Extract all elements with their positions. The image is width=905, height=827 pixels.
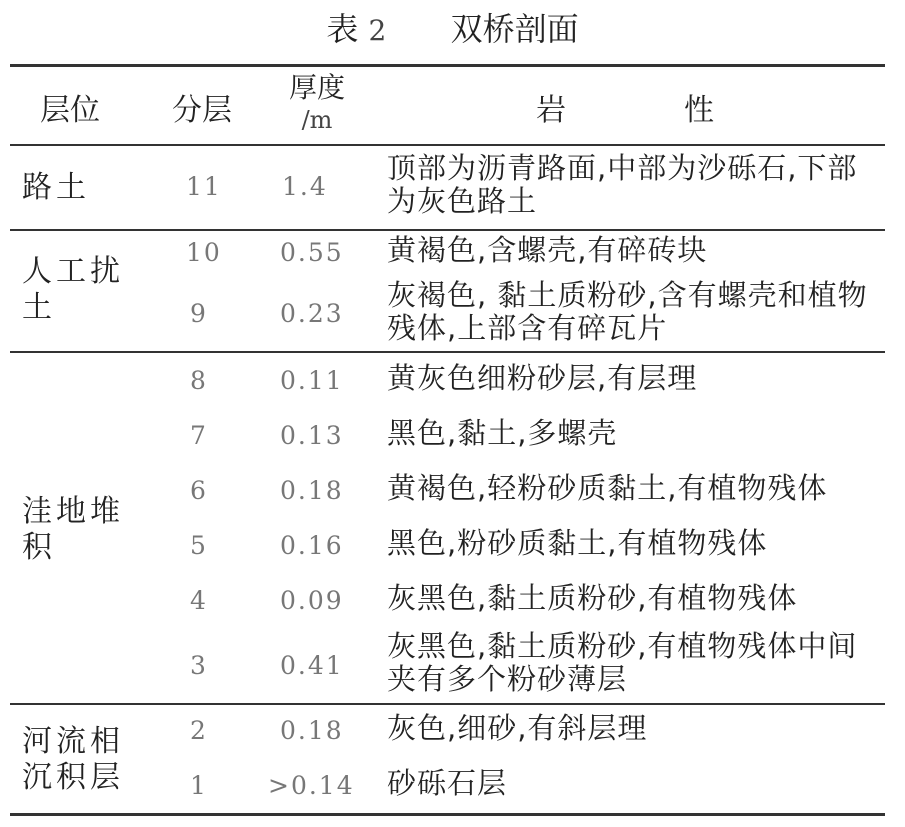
header-rule (10, 144, 885, 146)
group-divider-1 (10, 229, 885, 231)
group-label: 洼地堆积 (22, 494, 124, 565)
group-label: 路土 (22, 170, 90, 205)
lithology-text: 灰褐色, 黏土质粉砂,含有螺壳和植物残体,上部含有碎瓦片 (387, 278, 868, 345)
thickness-value: 0.18 (280, 476, 344, 505)
thickness-value: 0.23 (280, 299, 344, 328)
table-number: 2 (368, 14, 387, 47)
sublayer-number: 6 (190, 476, 208, 505)
thickness-value: 1.4 (282, 172, 328, 201)
sublayer-number: 2 (190, 716, 208, 745)
thickness-value: 0.55 (280, 238, 344, 267)
lithology-text: 砂砾石层 (387, 766, 508, 800)
lithology-text: 顶部为沥青路面,中部为沙砾石,下部为灰色路土 (387, 151, 858, 218)
header-lithology-2: 性 (684, 93, 714, 128)
header-thickness (272, 72, 362, 136)
table-name: 双桥剖面 (450, 10, 579, 48)
sublayer-number: 10 (186, 238, 222, 267)
header-thickness-name: 厚度 (288, 71, 345, 104)
sublayer-number: 9 (190, 299, 208, 328)
lithology-text: 黄褐色,含螺壳,有碎砖块 (387, 233, 708, 267)
sublayer-number: 7 (190, 421, 208, 450)
header-sublayer: 分层 (172, 93, 232, 128)
header-layer: 层位 (40, 93, 100, 128)
lithology-text: 黑色,粉砂质黏土,有植物残体 (387, 526, 768, 560)
lithology-text: 黄褐色,轻粉砂质黏土,有植物残体 (387, 471, 828, 505)
lithology-text: 灰色,细砂,有斜层理 (387, 711, 648, 745)
bottom-rule (10, 813, 885, 816)
thickness-value: 0.09 (280, 586, 344, 615)
sublayer-number: 8 (190, 366, 208, 395)
lithology-text: 灰黑色,黏土质粉砂,有植物残体中间夹有多个粉砂薄层 (387, 629, 858, 696)
header-lithology-1: 岩 (536, 93, 566, 128)
header-thickness-unit: /m (301, 106, 333, 134)
top-rule (10, 64, 885, 67)
lithology-text: 黑色,黏土,多螺壳 (387, 416, 618, 450)
group-label: 河流相沉积层 (22, 724, 124, 795)
lithology-text: 黄灰色细粉砂层,有层理 (387, 361, 698, 395)
thickness-value: 0.16 (280, 531, 344, 560)
sublayer-number: 5 (190, 531, 208, 560)
sublayer-number: 11 (186, 172, 222, 201)
table-title (0, 6, 905, 52)
group-divider-2 (10, 351, 885, 353)
thickness-value: 0.11 (280, 366, 344, 395)
table-label: 表 (326, 10, 359, 48)
thickness-value: 0.41 (280, 651, 344, 680)
sublayer-number: 1 (190, 771, 208, 800)
lithology-text: 灰黑色,黏土质粉砂,有植物残体 (387, 581, 798, 615)
thickness-value: >0.14 (268, 771, 355, 800)
thickness-value: 0.13 (280, 421, 344, 450)
group-label: 人工扰土 (22, 254, 124, 325)
sublayer-number: 4 (190, 586, 208, 615)
group-divider-3 (10, 703, 885, 705)
sublayer-number: 3 (190, 651, 208, 680)
thickness-value: 0.18 (280, 716, 344, 745)
